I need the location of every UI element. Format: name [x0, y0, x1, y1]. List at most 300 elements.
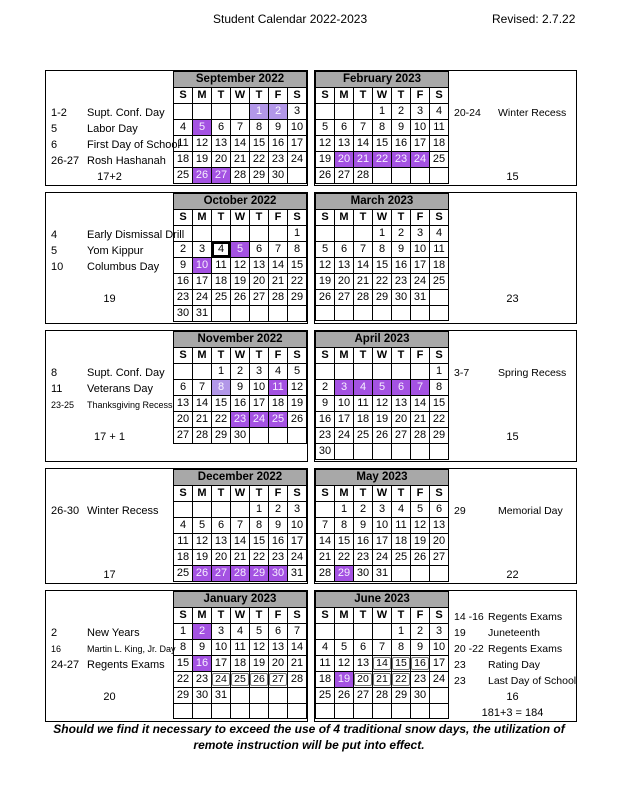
week-row [316, 364, 449, 380]
day-cell: 20 [335, 152, 354, 168]
note-line [454, 609, 575, 625]
day-cell [231, 104, 250, 120]
day-cell: 2 [231, 364, 250, 380]
day-cell: 5 [316, 120, 335, 136]
day-cell: 26 [373, 428, 392, 444]
day-cell: 6 [335, 120, 354, 136]
weekday-header: T [392, 608, 411, 624]
day-cell: 10 [250, 380, 269, 396]
day-cell: 18 [231, 656, 250, 672]
week-row [174, 640, 307, 656]
day-cell: 2 [174, 242, 193, 258]
note-label: Rosh Hashanah [87, 155, 166, 167]
day-cell [231, 226, 250, 242]
day-cell: 11 [269, 380, 288, 396]
day-cell [212, 672, 231, 688]
day-cell [373, 672, 392, 688]
day-cell: 10 [193, 258, 212, 274]
day-cell: 28 [193, 428, 212, 444]
weekday-header-row [174, 608, 307, 624]
day-cell: 8 [250, 518, 269, 534]
day-cell [316, 226, 335, 242]
day-cell: 20 [335, 274, 354, 290]
week-row [316, 640, 449, 656]
month-block-april-2023 [314, 330, 577, 462]
day-cell: 29 [250, 566, 269, 582]
day-cell [354, 226, 373, 242]
day-cell [411, 306, 430, 321]
note-dates: 19 [454, 627, 466, 639]
week-row [316, 306, 449, 321]
day-cell: 30 [316, 444, 335, 460]
day-cell [316, 624, 335, 640]
day-cell [373, 444, 392, 460]
day-cell: 8 [288, 242, 307, 258]
day-cell: 3 [212, 624, 231, 640]
day-cell: 10 [411, 120, 430, 136]
day-cell: 25 [316, 688, 335, 704]
day-cell: 4 [430, 104, 449, 120]
day-cell: 28 [411, 428, 430, 444]
day-cell [430, 566, 449, 582]
note-dates: 1-2 [51, 107, 67, 119]
day-cell: 15 [430, 396, 449, 412]
day-cell: 12 [193, 136, 212, 152]
day-cell: 14 [354, 258, 373, 274]
day-cell: 5 [411, 502, 430, 518]
weekday-header: S [288, 210, 307, 226]
day-cell [354, 364, 373, 380]
day-cell: 12 [193, 534, 212, 550]
day-cell: 13 [212, 534, 231, 550]
day-cell: 7 [354, 120, 373, 136]
weekday-header: S [174, 88, 193, 104]
weekday-header: T [250, 486, 269, 502]
day-cell: 16 [354, 534, 373, 550]
day-cell [288, 168, 307, 184]
weekday-header: T [354, 486, 373, 502]
day-cell: 10 [288, 120, 307, 136]
day-cell: 5 [193, 120, 212, 136]
day-cell [354, 306, 373, 321]
weekday-header: W [373, 486, 392, 502]
day-cell: 26 [411, 550, 430, 566]
day-cell: 21 [316, 550, 335, 566]
attendance-count: 15 [506, 171, 519, 183]
day-cell: 23 [354, 550, 373, 566]
day-cell: 5 [288, 364, 307, 380]
day-cell [250, 428, 269, 444]
day-cell: 11 [430, 242, 449, 258]
day-cell: 20 [250, 274, 269, 290]
day-cell: 21 [193, 412, 212, 428]
note-label: Yom Kippur [87, 245, 144, 257]
day-cell: 15 [250, 136, 269, 152]
day-cell: 8 [212, 380, 231, 396]
day-cell: 7 [269, 242, 288, 258]
note-dates: 20-24 [454, 107, 481, 119]
week-row [316, 624, 449, 640]
day-cell [269, 704, 288, 719]
week-row [174, 380, 307, 396]
day-cell: 27 [335, 290, 354, 306]
week-row [174, 242, 307, 258]
day-cell: 24 [411, 152, 430, 168]
day-cell: 9 [411, 640, 430, 656]
day-cell: 9 [269, 120, 288, 136]
month-notes [46, 331, 173, 461]
week-row [316, 380, 449, 396]
day-cell: 9 [193, 640, 212, 656]
week-row [174, 704, 307, 719]
day-cell: 1 [174, 624, 193, 640]
day-cell [354, 672, 373, 688]
note-line [51, 641, 176, 657]
week-row [174, 550, 307, 566]
day-cell: 3 [288, 502, 307, 518]
week-row [316, 428, 449, 444]
day-cell: 4 [392, 502, 411, 518]
day-cell: 9 [392, 242, 411, 258]
day-cell: 3 [411, 104, 430, 120]
note-line [51, 259, 172, 275]
month-header-row [316, 194, 449, 210]
week-row [316, 396, 449, 412]
day-cell: 25 [269, 412, 288, 428]
day-cell: 1 [250, 502, 269, 518]
week-row [174, 306, 307, 322]
day-cell: 19 [288, 396, 307, 412]
note-label: Last Day of School [488, 675, 577, 687]
week-row [174, 566, 307, 582]
month-block-february-2023 [314, 70, 577, 186]
day-cell [411, 168, 430, 184]
month-block-october-2022 [45, 192, 308, 324]
weekday-header: S [316, 88, 335, 104]
week-row [316, 104, 449, 120]
month-notes [46, 591, 176, 721]
day-cell [193, 502, 212, 518]
day-cell: 27 [212, 566, 231, 582]
day-cell: 6 [269, 624, 288, 640]
day-cell [392, 306, 411, 321]
note-label: Regents Exams [87, 659, 165, 671]
regents-exam-marker: 16 [411, 657, 429, 670]
month-notes [449, 591, 576, 721]
weekday-header: T [250, 348, 269, 364]
day-cell: 10 [373, 518, 392, 534]
day-cell: 17 [212, 656, 231, 672]
day-cell: 18 [392, 534, 411, 550]
day-cell: 25 [430, 274, 449, 290]
weekday-header: S [430, 348, 449, 364]
day-cell: 26 [335, 688, 354, 704]
regents-exam-marker: 26 [250, 673, 268, 686]
note-dates: 11 [51, 383, 63, 395]
day-cell [411, 704, 430, 719]
day-cell: 11 [174, 534, 193, 550]
note-dates: 20 -22 [454, 643, 484, 655]
note-line [454, 657, 575, 673]
day-cell: 22 [212, 412, 231, 428]
regents-exam-marker: 20 [354, 673, 372, 686]
day-cell: 9 [174, 258, 193, 274]
day-cell [174, 704, 193, 719]
weekday-header: T [354, 210, 373, 226]
day-cell: 16 [174, 274, 193, 290]
day-cell [250, 306, 269, 322]
day-cell: 5 [231, 242, 250, 258]
week-row [316, 168, 449, 184]
calendar-grid [45, 70, 577, 728]
attendance-count: 15 [506, 431, 519, 443]
weekday-header: S [316, 608, 335, 624]
day-cell: 28 [231, 566, 250, 582]
month-calendar [315, 469, 449, 582]
day-cell: 23 [231, 412, 250, 428]
note-label: New Years [87, 627, 140, 639]
week-row [174, 226, 307, 242]
note-dates: 2 [51, 627, 58, 639]
day-cell [212, 502, 231, 518]
weekday-header: S [288, 486, 307, 502]
day-cell: 12 [316, 136, 335, 152]
note-line [454, 365, 575, 381]
weekday-header-row [316, 88, 449, 104]
day-cell [430, 688, 449, 704]
weekday-header-row [316, 608, 449, 624]
weekday-header: S [288, 88, 307, 104]
day-cell: 20 [212, 550, 231, 566]
month-title: April 2023 [316, 332, 449, 348]
note-label: Winter Recess [87, 505, 159, 517]
month-title: December 2022 [174, 470, 307, 486]
day-cell: 23 [392, 274, 411, 290]
day-cell [316, 306, 335, 321]
day-cell: 6 [174, 380, 193, 396]
week-row [316, 550, 449, 566]
day-cell: 11 [392, 518, 411, 534]
day-cell: 26 [193, 566, 212, 582]
day-cell: 31 [288, 566, 307, 582]
weekday-header: W [231, 486, 250, 502]
month-header-row [316, 592, 449, 608]
day-cell: 5 [250, 624, 269, 640]
weekday-header: M [335, 348, 354, 364]
month-block-november-2022 [45, 330, 308, 462]
day-cell: 19 [193, 550, 212, 566]
weekday-header: S [316, 486, 335, 502]
day-cell: 21 [288, 656, 307, 672]
day-cell: 11 [174, 136, 193, 152]
day-cell: 26 [231, 290, 250, 306]
month-calendar [173, 331, 307, 444]
day-cell: 8 [430, 380, 449, 396]
weekday-header: W [373, 348, 392, 364]
weekday-header: S [430, 608, 449, 624]
day-cell: 14 [316, 534, 335, 550]
day-cell: 7 [354, 242, 373, 258]
note-line [51, 657, 172, 673]
day-cell [392, 566, 411, 582]
day-cell: 1 [430, 364, 449, 380]
weekday-header: T [392, 88, 411, 104]
note-dates: 23 [454, 659, 466, 671]
day-cell: 19 [316, 274, 335, 290]
day-cell: 13 [392, 396, 411, 412]
day-cell: 2 [392, 226, 411, 242]
attendance-count: 17 [103, 569, 116, 581]
day-cell: 30 [411, 688, 430, 704]
day-cell: 26 [288, 412, 307, 428]
day-cell: 14 [354, 136, 373, 152]
day-cell [316, 364, 335, 380]
day-cell: 2 [392, 104, 411, 120]
day-cell: 2 [316, 380, 335, 396]
calendar-pair-row [45, 70, 577, 186]
day-cell [250, 688, 269, 704]
day-cell [354, 444, 373, 460]
day-cell: 30 [354, 566, 373, 582]
week-row [174, 396, 307, 412]
day-cell [250, 226, 269, 242]
month-title: May 2023 [316, 470, 449, 486]
day-cell [430, 704, 449, 719]
week-row [174, 502, 307, 518]
day-cell: 23 [174, 290, 193, 306]
day-cell [269, 428, 288, 444]
day-cell: 13 [354, 656, 373, 672]
weekday-header: F [411, 348, 430, 364]
day-cell: 24 [250, 412, 269, 428]
week-row [316, 518, 449, 534]
weekday-header: F [411, 88, 430, 104]
month-header-row [174, 332, 307, 348]
day-cell [430, 444, 449, 460]
day-cell: 6 [354, 640, 373, 656]
weekday-header: M [335, 88, 354, 104]
week-row [316, 152, 449, 168]
day-cell: 14 [411, 396, 430, 412]
weekday-header: F [411, 210, 430, 226]
day-cell: 18 [174, 550, 193, 566]
day-cell: 19 [231, 274, 250, 290]
note-line [51, 227, 185, 243]
weekday-header: T [392, 210, 411, 226]
day-cell [193, 226, 212, 242]
day-cell: 28 [373, 688, 392, 704]
day-cell: 13 [174, 396, 193, 412]
day-cell: 18 [430, 258, 449, 274]
day-cell: 24 [288, 152, 307, 168]
weekday-header: M [335, 608, 354, 624]
day-cell: 14 [193, 396, 212, 412]
day-cell: 31 [411, 290, 430, 306]
weekday-header-row [174, 486, 307, 502]
note-line [51, 503, 172, 519]
day-cell: 12 [250, 640, 269, 656]
note-dates: 23-25 [51, 400, 75, 410]
week-row [316, 534, 449, 550]
day-cell: 6 [212, 518, 231, 534]
day-cell: 1 [250, 104, 269, 120]
week-row [316, 672, 449, 688]
day-cell: 16 [392, 136, 411, 152]
month-calendar [315, 331, 449, 460]
month-notes [449, 469, 576, 583]
day-cell: 19 [193, 152, 212, 168]
day-cell: 12 [316, 258, 335, 274]
day-cell: 1 [392, 624, 411, 640]
day-cell: 13 [335, 258, 354, 274]
weekday-header: T [250, 210, 269, 226]
note-line [51, 625, 172, 641]
day-cell: 18 [430, 136, 449, 152]
day-cell [269, 672, 288, 688]
day-cell: 27 [212, 168, 231, 184]
week-row [316, 136, 449, 152]
day-cell: 3 [430, 624, 449, 640]
month-notes [46, 469, 173, 583]
day-cell: 11 [354, 396, 373, 412]
note-line [454, 105, 575, 121]
day-cell: 1 [335, 502, 354, 518]
day-cell [288, 428, 307, 444]
month-block-june-2023 [314, 590, 577, 722]
note-line [51, 153, 172, 169]
note-line [51, 137, 180, 153]
day-cell: 9 [231, 380, 250, 396]
snow-days-footnote: Should we find it necessary to exceed the use of 4 traditional snow days, the utilization of remote instruction will be put into effect. [53, 722, 565, 752]
month-header-row [174, 194, 307, 210]
day-cell: 18 [316, 672, 335, 688]
day-cell: 3 [288, 104, 307, 120]
weekday-header-row [174, 88, 307, 104]
weekday-header: T [212, 486, 231, 502]
day-cell: 24 [430, 672, 449, 688]
note-label: Regents Exams [488, 643, 563, 655]
regents-exam-marker: 15 [392, 657, 410, 670]
month-block-september-2022 [45, 70, 308, 186]
day-cell: 23 [411, 672, 430, 688]
day-cell: 8 [373, 120, 392, 136]
day-cell [392, 364, 411, 380]
week-row [174, 258, 307, 274]
weekday-header: W [373, 88, 392, 104]
weekday-header: T [212, 210, 231, 226]
day-cell [193, 364, 212, 380]
day-cell: 11 [231, 640, 250, 656]
day-cell: 2 [269, 104, 288, 120]
day-cell: 8 [373, 242, 392, 258]
revised-label: Revised: 2.7.22 [492, 12, 576, 26]
attendance-count: 19 [103, 293, 116, 305]
day-cell: 20 [430, 534, 449, 550]
week-row [174, 120, 307, 136]
day-cell [231, 306, 250, 322]
day-cell: 4 [212, 242, 231, 258]
day-cell: 22 [250, 152, 269, 168]
note-line [51, 243, 172, 259]
weekday-header: S [174, 486, 193, 502]
day-cell: 13 [212, 136, 231, 152]
week-row [316, 502, 449, 518]
weekday-header-row [174, 210, 307, 226]
day-cell: 8 [250, 120, 269, 136]
day-cell: 25 [354, 428, 373, 444]
total-days-count: 181+3 = 184 [481, 707, 544, 719]
day-cell: 12 [411, 518, 430, 534]
